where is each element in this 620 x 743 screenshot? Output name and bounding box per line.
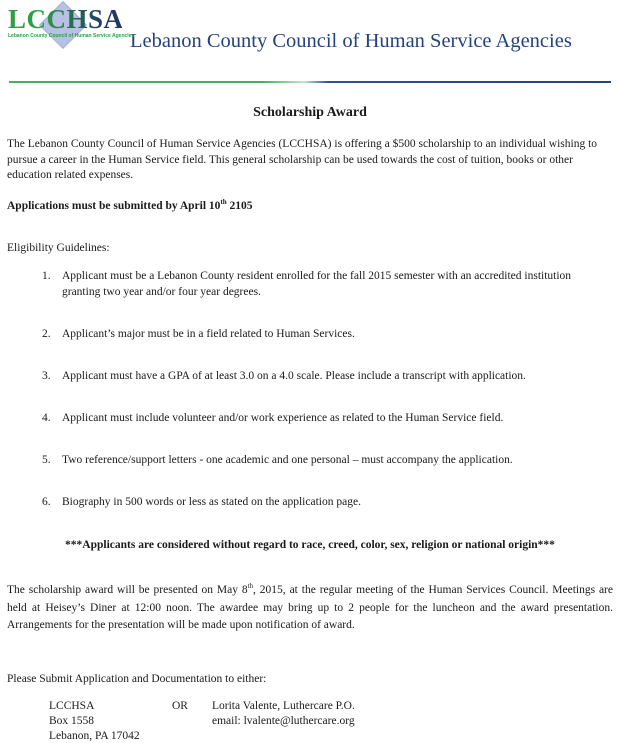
organization-title: Lebanon County Council of Human Service Agencies: [130, 29, 572, 52]
presentation-text-rest: , 2015, at the regular meeting of the Human Services Council. Meetings are held at Heisey’s Diner at 12:00 noon. The awardee may bring up to 2 people for the luncheon and the award presentation. Arrangements for the presentation will be made upon notification of award.: [7, 583, 613, 632]
list-item-text: Two reference/support letters - one academic and one personal – must accompany the application.: [62, 454, 513, 467]
contact-city-state-zip: Lebanon, PA 17042: [49, 729, 140, 742]
submit-heading: Please Submit Application and Documentation to either:: [7, 673, 267, 686]
contact-or-separator: OR: [172, 700, 188, 713]
deadline-line: [7, 199, 613, 214]
list-item-text: Applicant must have a GPA of at least 3.0 on a 4.0 scale. Please include a transcript with application.: [62, 369, 526, 382]
list-item-number: 1.: [42, 270, 51, 283]
list-item: [7, 369, 613, 384]
lcchsa-logo: [8, 4, 135, 57]
deadline-superscript: th: [220, 198, 227, 207]
contact-email: email: lvalente@luthercare.org: [212, 715, 355, 728]
document-title: Scholarship Award: [253, 105, 367, 120]
list-item: [7, 453, 613, 468]
list-item-text: Applicant’s major must be in a field related to Human Services.: [62, 327, 355, 340]
contact-org-name: LCCHSA: [49, 700, 95, 713]
list-item-number: 6.: [42, 496, 51, 509]
list-item: [7, 327, 613, 342]
list-item-number: 2.: [42, 327, 51, 340]
list-item-text: Biography in 500 words or less as stated on the application page.: [62, 496, 361, 509]
eligibility-heading: Eligibility Guidelines:: [7, 242, 110, 255]
header-divider-line: [9, 81, 611, 83]
list-item: [7, 411, 613, 426]
presentation-superscript: th: [247, 581, 254, 590]
contact-person-name: Lorita Valente, Luthercare P.O.: [212, 700, 355, 713]
list-item: [7, 269, 613, 299]
document-body: [0, 104, 620, 743]
contact-options: [49, 699, 613, 743]
list-item-text: Applicant must include volunteer and/or work experience as related to the Human Service field.: [62, 412, 504, 425]
deadline-text: Applications must be submitted by April 10: [7, 199, 221, 212]
contact-option-mail: [49, 699, 172, 743]
list-item-number: 4.: [42, 412, 51, 425]
list-item: [7, 495, 613, 510]
contact-po-box: Box 1558: [49, 715, 95, 728]
page-header: [0, 0, 620, 57]
presentation-text: The scholarship award will be presented on May 8: [7, 583, 248, 596]
logo-tagline: Lebanon County Council of Human Service Agencies: [8, 32, 135, 39]
eligibility-list: [7, 269, 613, 510]
list-item-number: 5.: [42, 454, 51, 467]
intro-paragraph: The Lebanon County Council of Human Service Agencies (LCCHSA) is offering a $500 scholarship to an individual wishing to pursue a career in the Human Service field. This general scholarship can be used towards the cost of tuition, books or other education related expenses.: [7, 138, 598, 181]
contact-option-email: [212, 699, 613, 743]
deadline-year: 2105: [226, 199, 253, 212]
list-item-number: 3.: [42, 369, 51, 382]
list-item-text: Applicant must be a Lebanon County resident enrolled for the fall 2015 semester with an accredited institution granting two year and/or four year degrees.: [62, 270, 572, 298]
logo-acronym: LCCHSA: [8, 4, 124, 34]
equal-opportunity-statement: ***Applicants are considered without regard to race, creed, color, sex, religion or national origin***: [65, 538, 555, 551]
presentation-paragraph: [7, 582, 613, 635]
